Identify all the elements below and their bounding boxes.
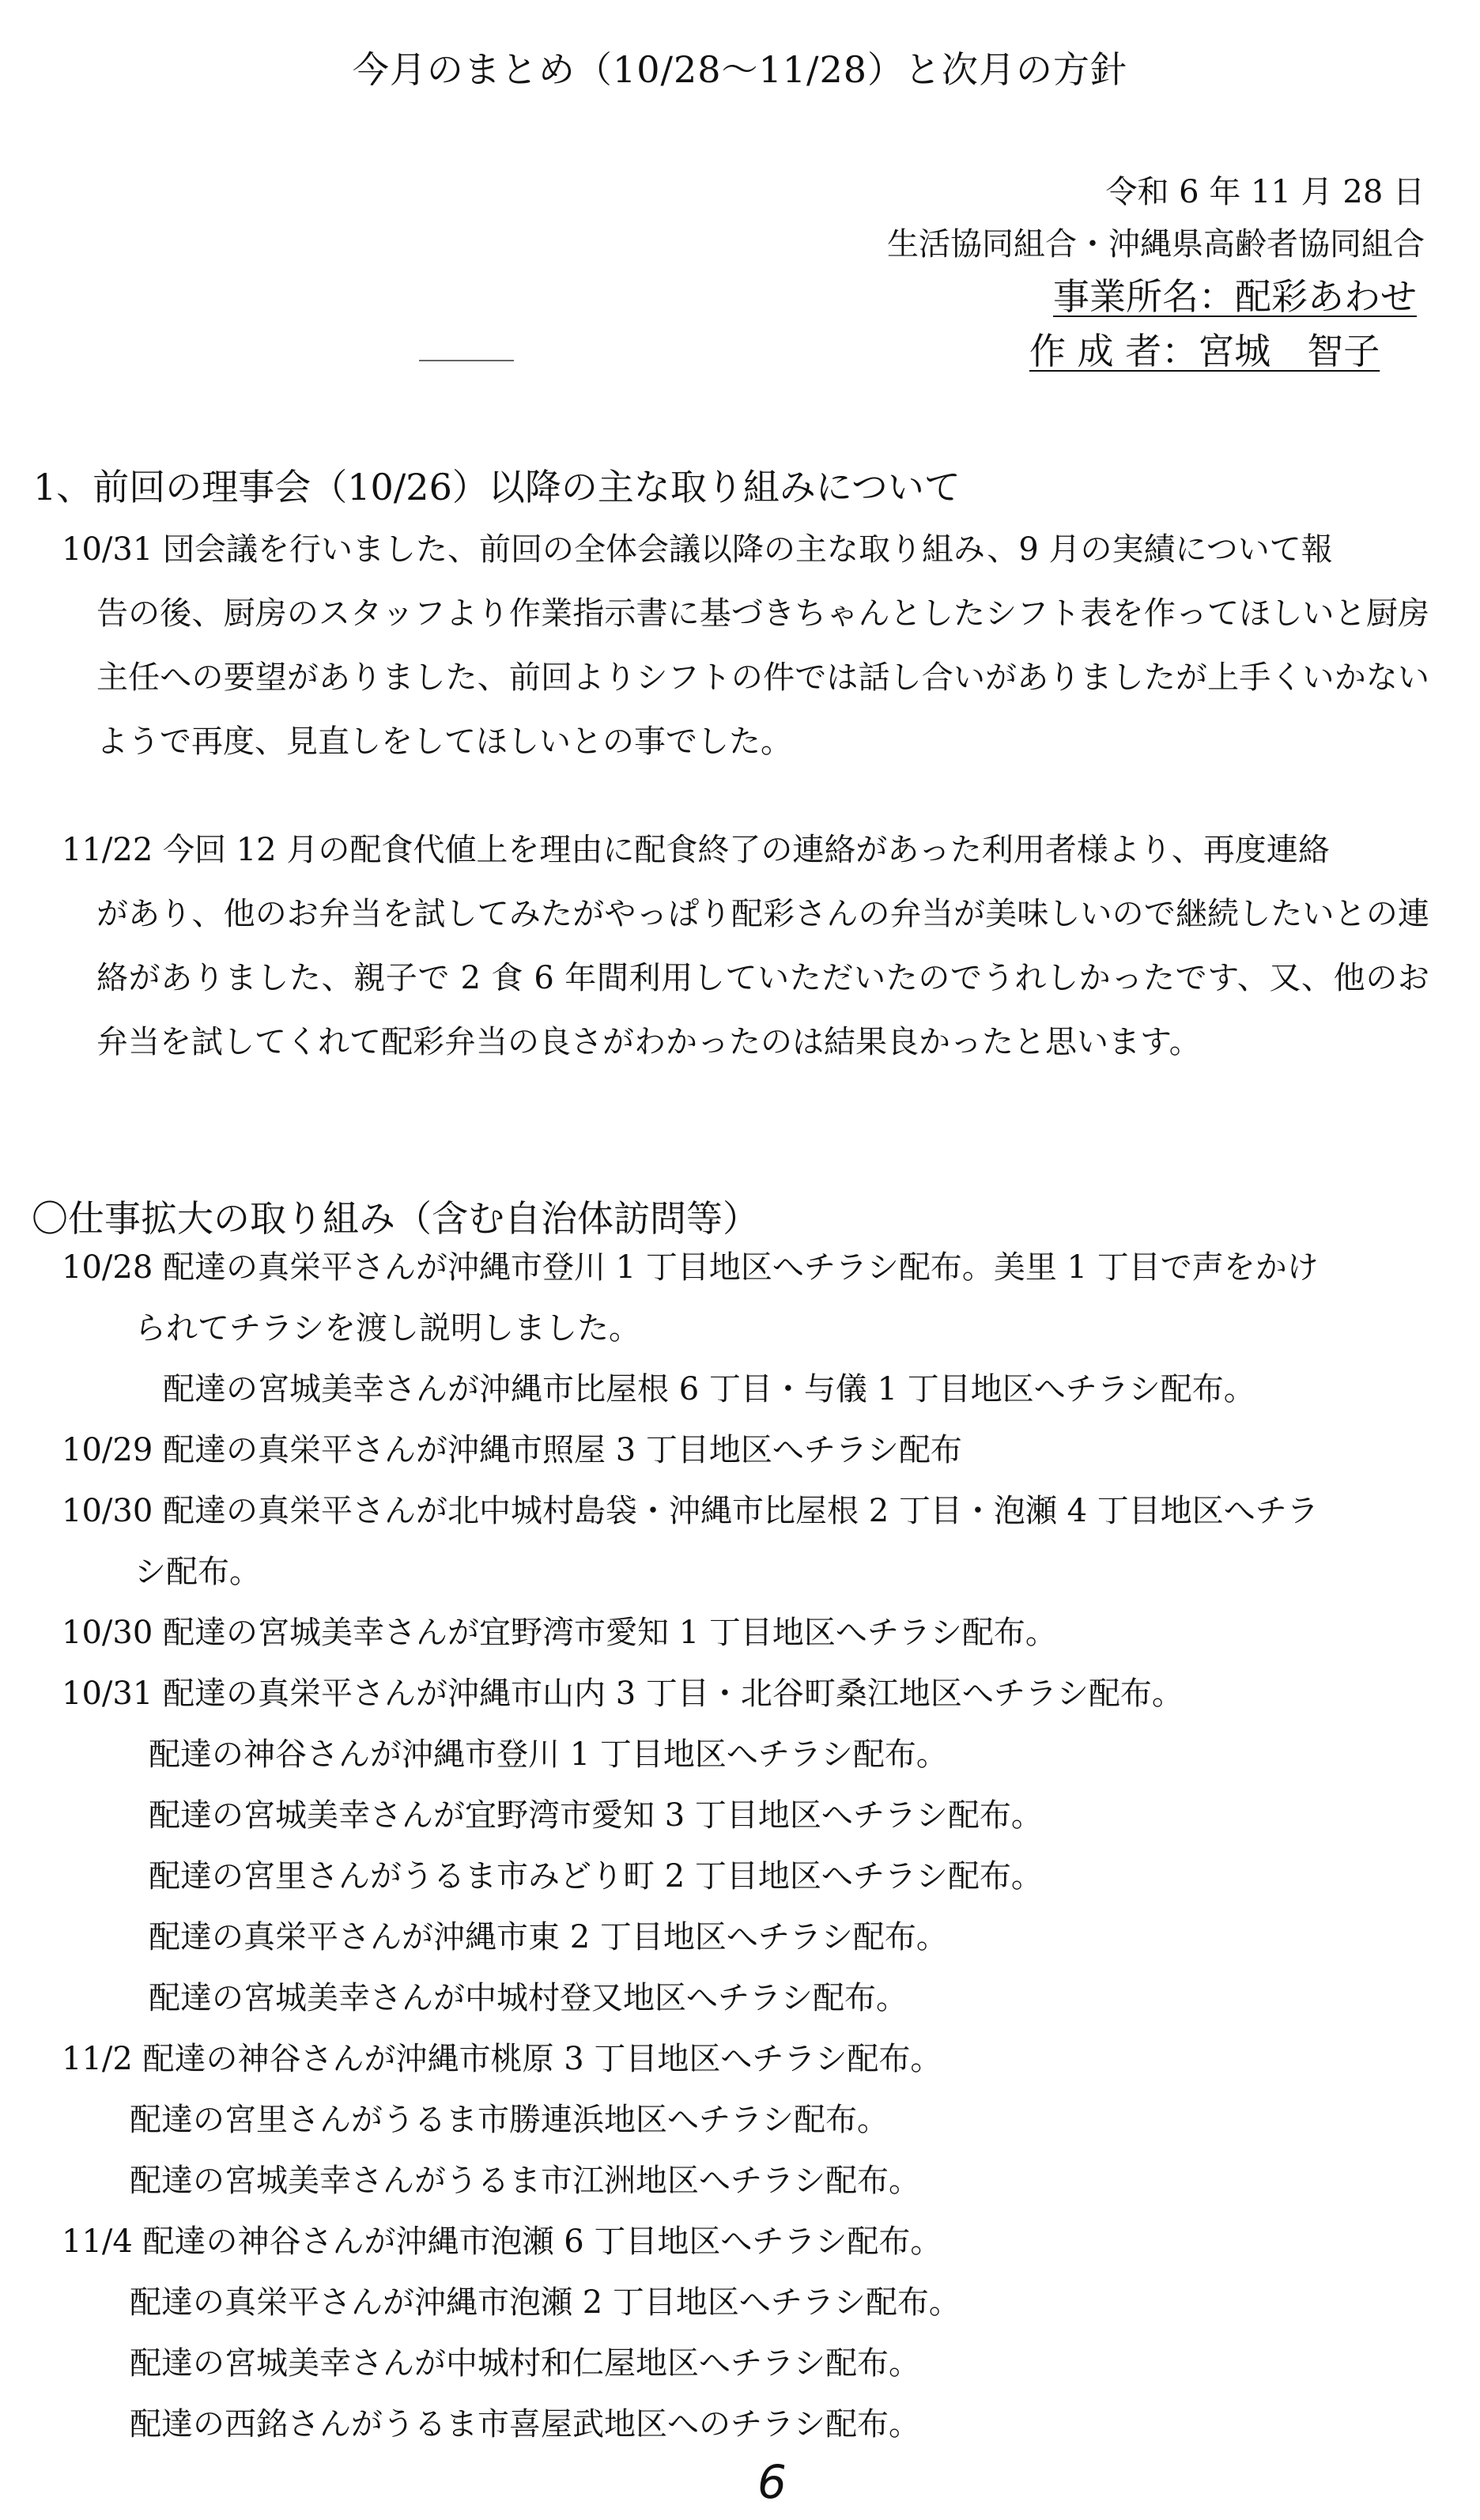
- activity-line: 10/31 配達の真栄平さんが沖縄市山内 3 丁目・北谷町桑江地区へチラシ配布。: [62, 1676, 1184, 1712]
- activity-line: シ配布。: [134, 1554, 261, 1590]
- activity-line: 配達の宮城美幸さんが宜野湾市愛知 3 丁目地区へチラシ配布。: [149, 1797, 1043, 1834]
- activity-line: 11/4 配達の神谷さんが沖縄市泡瀬 6 丁目地区へチラシ配布。: [62, 2223, 942, 2260]
- activity-line: 配達の神谷さんが沖縄市登川 1 丁目地区へチラシ配布。: [149, 1736, 948, 1773]
- paragraph-1-body: 告の後、厨房のスタッフより作業指示書に基づきちゃんとしたシフト表を作ってほしいと厨房主任への要望がありました、前回よりシフトの件では話し合いがありましたが上手くいかないようで再度、見直しをしてほしいとの事でした。: [96, 595, 1429, 760]
- section2-title: 〇仕事拡大の取り組み（含む自治体訪問等）: [32, 1197, 759, 1240]
- paragraph-1-first-line: 10/31 団会議を行いました、前回の全体会議以降の主な取り組み、9 月の実績について報: [62, 531, 1333, 568]
- section1-title: 1、前回の理事会（10/26）以降の主な取り組みについて: [33, 466, 961, 508]
- organization-name: 生活協同組合・沖縄県高齢者協同組合: [887, 226, 1425, 263]
- activity-line: 配達の真栄平さんが沖縄市東 2 丁目地区へチラシ配布。: [149, 1919, 948, 1955]
- activity-line: 配達の真栄平さんが沖縄市泡瀬 2 丁目地区へチラシ配布。: [130, 2284, 961, 2321]
- activity-list: [62, 1237, 1453, 2455]
- paragraph-2-body: があり、他のお弁当を試してみたがやっぱり配彩さんの弁当が美味しいので継続したいとの連絡がありました、親子で 2 食 6 年間利用していただいたのでうれしかったです、又、他のお弁当を試してくれて配彩弁当の良さがわかったのは結果良かったと思います。: [96, 896, 1429, 1060]
- paragraph-2: [62, 818, 1429, 1075]
- document-title: 今月のまとめ（10/28～11/28）と次月の方針: [352, 48, 1128, 91]
- activity-line: 配達の宮城美幸さんがうるま市江洲地区へチラシ配布。: [130, 2163, 920, 2199]
- activity-line: 配達の宮城美幸さんが中城村登又地区へチラシ配布。: [149, 1980, 908, 2016]
- activity-line: 10/28 配達の真栄平さんが沖縄市登川 1 丁目地区へチラシ配布。美里 1 丁目で声をかけ: [62, 1249, 1319, 1286]
- author-name: 作 成 者：宮城 智子: [1029, 330, 1380, 372]
- activity-line: 配達の宮里さんがうるま市勝連浜地区へチラシ配布。: [130, 2102, 889, 2138]
- activity-line: 配達の宮城美幸さんが中城村和仁屋地区へチラシ配布。: [130, 2345, 920, 2382]
- stray-mark: [419, 360, 514, 361]
- office-name: 事業所名：配彩あわせ: [1053, 275, 1417, 318]
- activity-line: 配達の宮城美幸さんが沖縄市比屋根 6 丁目・与儀 1 丁目地区へチラシ配布。: [163, 1371, 1255, 1407]
- activity-line: 10/29 配達の真栄平さんが沖縄市照屋 3 丁目地区へチラシ配布: [62, 1432, 962, 1468]
- paragraph-2-first-line: 11/22 今回 12 月の配食代値上を理由に配食終了の連絡があった利用者様より、再度連絡: [62, 832, 1330, 868]
- activity-line: 10/30 配達の宮城美幸さんが宜野湾市愛知 1 丁目地区へチラシ配布。: [62, 1615, 1057, 1651]
- page-number: 6: [757, 2455, 787, 2509]
- activity-line: 10/30 配達の真栄平さんが北中城村島袋・沖縄市比屋根 2 丁目・泡瀬 4 丁目地区へチラ: [62, 1493, 1319, 1529]
- activity-line: 配達の西銘さんがうるま市喜屋武地区へのチラシ配布。: [130, 2406, 920, 2443]
- activity-line: られてチラシを渡し説明しました。: [134, 1310, 640, 1347]
- report-date: 令和 6 年 11 月 28 日: [1105, 174, 1425, 210]
- paragraph-1: [62, 518, 1429, 774]
- document-meta: [887, 166, 1425, 380]
- activity-line: 配達の宮里さんがうるま市みどり町 2 丁目地区へチラシ配布。: [149, 1858, 1043, 1895]
- activity-line: 11/2 配達の神谷さんが沖縄市桃原 3 丁目地区へチラシ配布。: [62, 2041, 942, 2077]
